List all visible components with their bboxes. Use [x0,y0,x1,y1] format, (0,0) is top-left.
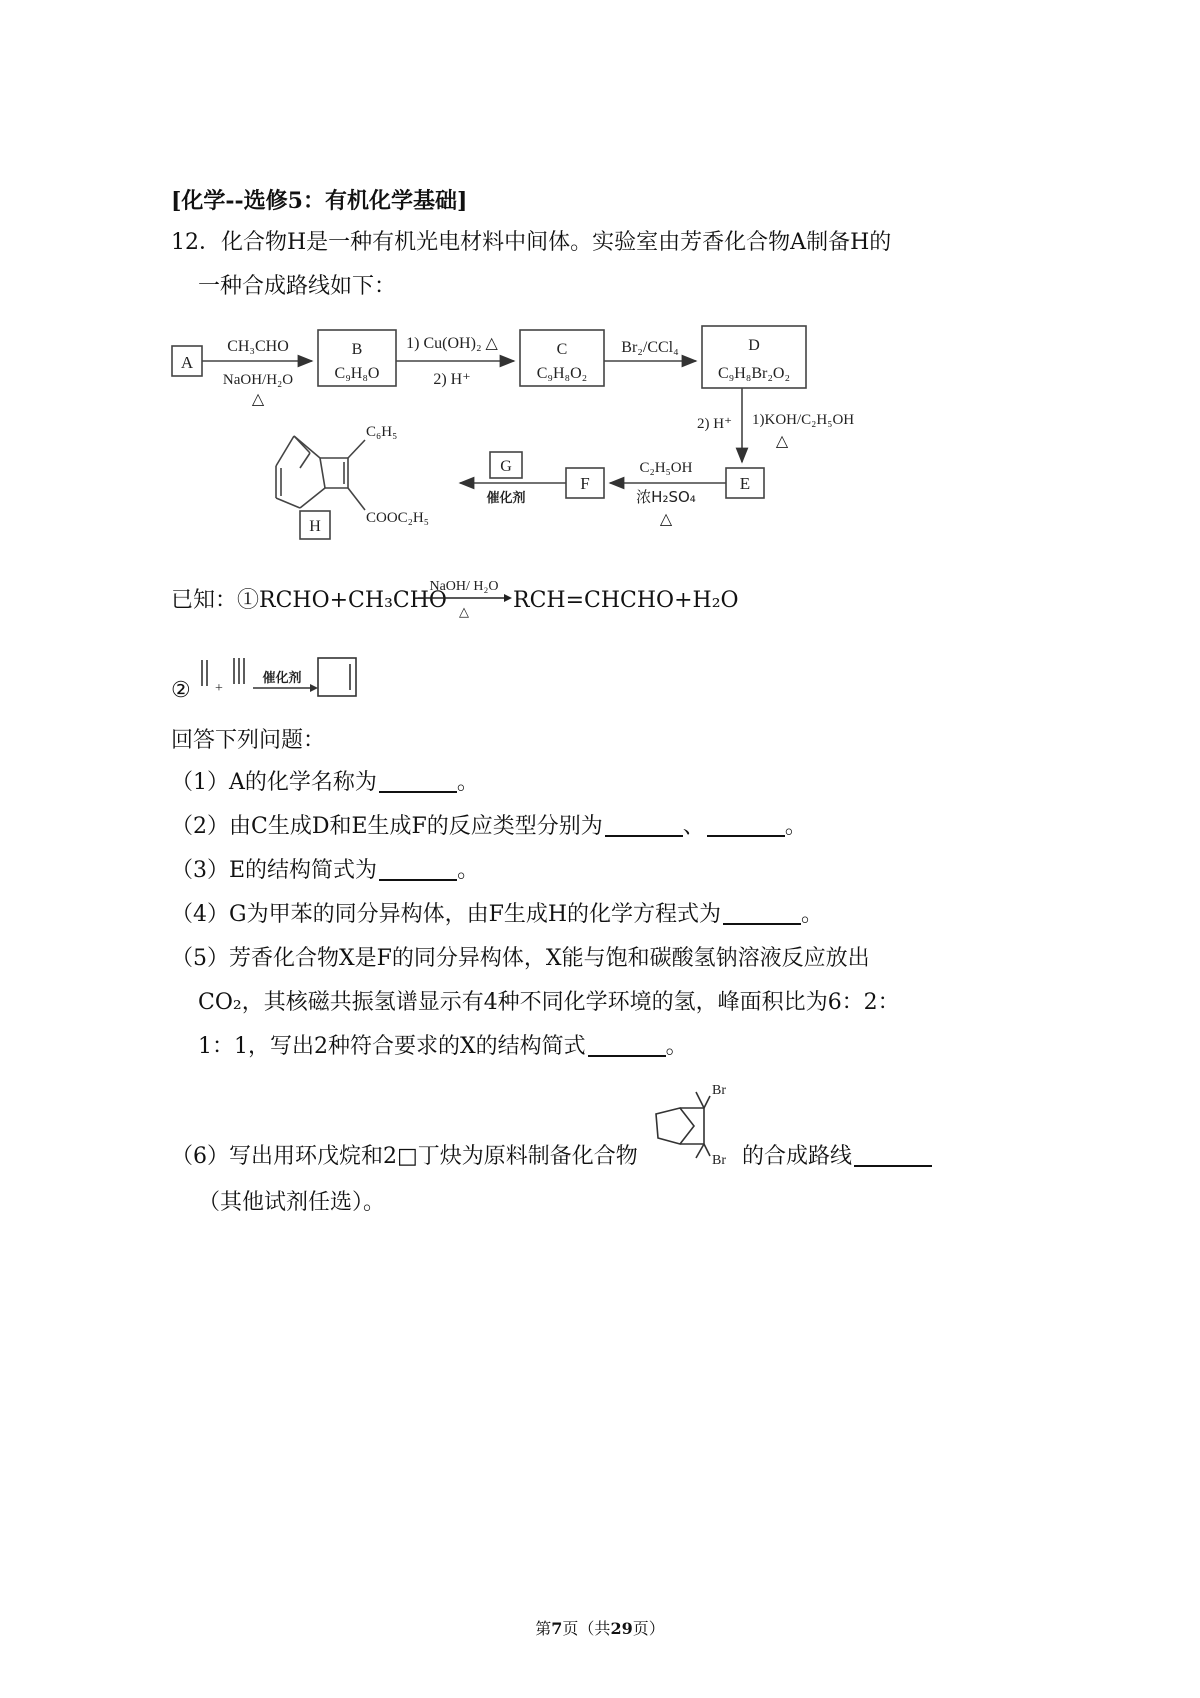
footer-total-pages: 29 [610,1619,633,1638]
part-5-text: 1：1，写出2种符合要求的X的结构简式 [198,1034,586,1059]
cond-e-f-bottom: 浓H₂SO₄ [636,488,696,506]
answer-prompt: 回答下列问题： [171,728,326,753]
box-f-label: F [580,474,590,493]
box-b-label: B [351,341,363,358]
answer-blank[interactable] [707,813,785,837]
cond-b-c-top: 1) Cu(OH)₂ △ [406,335,498,352]
part-6-mid-text: 的合成路线 [742,1144,853,1169]
box-e-label: E [739,474,751,493]
question-intro-line1 [171,228,891,258]
answer-blank[interactable] [723,901,801,925]
box-c-label: C [556,341,568,358]
part-2 [171,812,807,842]
part-5-line3 [198,1032,688,1062]
footer-post: 页） [632,1619,665,1638]
part-5-line1: （5）芳香化合物X是F的同分异构体，X能与饱和碳酸氢钠溶液反应放出 [171,946,870,971]
footer-mid: 页（共 [562,1619,611,1638]
known-1-products: RCH=CHCHO+H₂O [513,588,739,613]
cond-a-b-bottom: NaOH/H₂O [222,372,294,388]
footer-page-number: 7 [551,1619,563,1638]
bromine-top: Br [712,1083,726,1098]
bromine-bottom: Br [712,1153,726,1168]
substituent-ester: COOC₂H₅ [366,510,429,526]
part-6-start: （6）写出用环戊烷和2□丁炔为原料制备化合物 [171,1144,638,1169]
dibromo-compound-structure [638,1078,738,1168]
part-4-text: （4）G为甲苯的同分异构体，由F生成H的化学方程式为 [171,902,722,927]
part-6-mid [742,1142,932,1172]
known-1-arrow-bottom: △ [459,604,469,619]
substituent-phenyl: C₆H₅ [366,424,398,440]
footer-pre: 第 [535,1619,552,1638]
answer-blank[interactable] [379,769,457,793]
part-2-end: 。 [784,814,807,839]
part-3 [171,856,479,886]
box-h-label: H [309,518,321,535]
synthesis-scheme [160,318,900,558]
page-footer [0,1616,1200,1639]
box-d-label: D [748,337,760,354]
box-g-label: G [500,458,512,475]
answer-blank[interactable] [379,857,457,881]
answer-blank[interactable] [605,813,683,837]
question-number: 12． [171,230,221,255]
cond-b-c-bottom: 2) H⁺ [433,371,471,388]
box-d-formula: C₉H₈Br₂O₂ [717,365,791,382]
part-2-sep: 、 [682,814,705,839]
question-intro-text: 化合物H是一种有机光电材料中间体。实验室由芳香化合物A制备H的 [221,230,892,255]
question-intro-line2: 一种合成路线如下： [198,274,397,299]
part-3-text: （3）E的结构简式为 [171,858,378,883]
known-1 [171,586,447,616]
known-1-arrow-top: NaOH/ H₂O [429,579,499,594]
cond-d-e-right: 1)KOH/C₂H₅OH [752,412,855,428]
answer-blank[interactable] [588,1033,666,1057]
part-5-end: 。 [665,1034,688,1059]
known-2-number: ② [171,678,191,703]
known-1-arrow [416,574,514,620]
part-4-end: 。 [801,902,824,927]
product-h-structure [276,436,365,510]
known-2-catalyst: 催化剂 [262,671,302,686]
part-2-text: （2）由C生成D和E生成F的反应类型分别为 [171,814,603,839]
part-3-end: 。 [457,858,480,883]
cond-f-h-catalyst: 催化剂 [486,491,526,506]
part-4 [171,900,823,930]
cond-a-b-top: CH₃CHO [227,338,289,355]
known-1-reactants: 已知：①RCHO+CH₃CHO [171,588,447,613]
cond-d-e-heat: △ [775,433,789,450]
part-5-line2: CO₂，其核磁共振氢谱显示有4种不同化学环境的氢，峰面积比为6：2： [198,990,900,1015]
part-1-end: 。 [456,770,479,795]
section-title: [化学--选修5：有机化学基础] [171,188,468,214]
part-6-line2: （其他试剂任选）。 [198,1190,386,1215]
part-1 [171,768,479,798]
answer-blank[interactable] [854,1143,932,1167]
box-a-label: A [180,353,194,372]
cond-a-b-heat: △ [251,391,265,408]
box-b-formula: C₉H₈O [334,365,380,382]
cond-c-d-top: Br₂/CCl₄ [621,339,679,356]
cond-d-e-left: 2) H⁺ [697,416,732,432]
part-1-text: （1）A的化学名称为 [171,770,377,795]
cond-e-f-top: C₂H₅OH [639,460,693,476]
box-c-formula: C₉H₈O₂ [536,365,588,382]
cond-e-f-heat: △ [659,511,673,528]
known-2-scheme [196,652,366,702]
known-2-plus: + [215,681,223,696]
